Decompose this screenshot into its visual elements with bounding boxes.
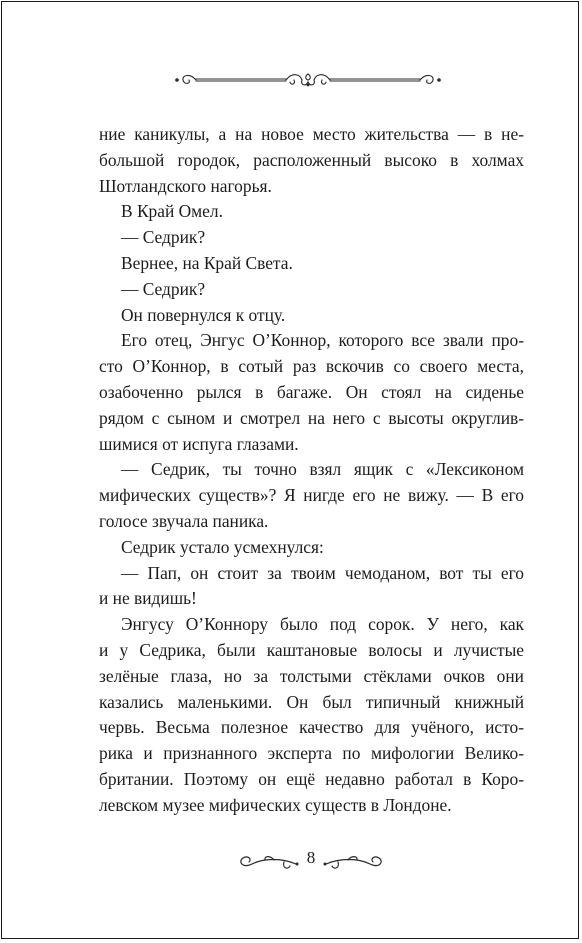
paragraph: шимися от испуга глазами.: [99, 433, 299, 454]
paragraph: — Пап, он стоит за твоим чемоданом, вот ты его: [121, 562, 524, 583]
paragraph: левском музее мифических существ в Лондоне.: [99, 794, 452, 815]
paragraph: большой городок, расположенный высоко в холмах: [99, 149, 524, 170]
page-number: 8: [306, 848, 316, 867]
paragraph: Он повернулся к отцу.: [121, 304, 286, 325]
paragraph: Вернее, на Край Света.: [121, 252, 293, 273]
paragraph: мифических существ»? Я нигде его не вижу. — В его: [99, 485, 524, 506]
paragraph: британии. Поэтому он ещё недавно работал в Коро-: [99, 768, 524, 789]
paragraph: зелёные глаза, но за толстыми стёклами очков они: [99, 665, 524, 686]
paragraph: голосе звучала паника.: [99, 510, 269, 531]
paragraph: Его отец, Энгус О’Коннор, которого все звали про-: [121, 330, 524, 351]
paragraph: Энгусу О’Коннору было под сорок. У него, как: [121, 614, 524, 635]
paragraph: рика и признанного эксперта по мифологии Велико-: [99, 743, 524, 764]
paragraph: рядом с сыном и смотрел на него с высоты округлив-: [99, 407, 524, 428]
paragraph: червь. Весьма полезное качество для учёного, исто-: [99, 717, 524, 738]
paragraph: — Седрик?: [121, 227, 206, 248]
swirl-right-icon: [322, 848, 388, 880]
paragraph: Шотландского нагорья.: [99, 175, 272, 196]
paragraph: и не видишь!: [99, 588, 197, 609]
paragraph: — Седрик?: [121, 278, 206, 299]
page-footer: [234, 844, 388, 884]
paragraph: — Седрик, ты точно взял ящик с «Лексиконом: [121, 459, 524, 480]
book-page: [1, 1, 579, 939]
paragraph: Седрик устало усмехнулся:: [121, 536, 324, 557]
paragraph: и у Седрика, были каштановые волосы и лучистые: [99, 639, 524, 660]
paragraph: В Край Омел.: [121, 201, 223, 222]
body-text: [99, 122, 524, 819]
paragraph: казались маленькими. Он был типичный книжный: [99, 691, 524, 712]
paragraph: озабоченно рылся в багаже. Он стоял на сиденье: [99, 381, 524, 402]
flourish-divider-icon: [174, 70, 442, 90]
paragraph: ние каникулы, а на новое место жительства — в не-: [99, 124, 524, 144]
paragraph: сто О’Коннор, в сотый раз вскочив со своего места,: [99, 356, 524, 377]
